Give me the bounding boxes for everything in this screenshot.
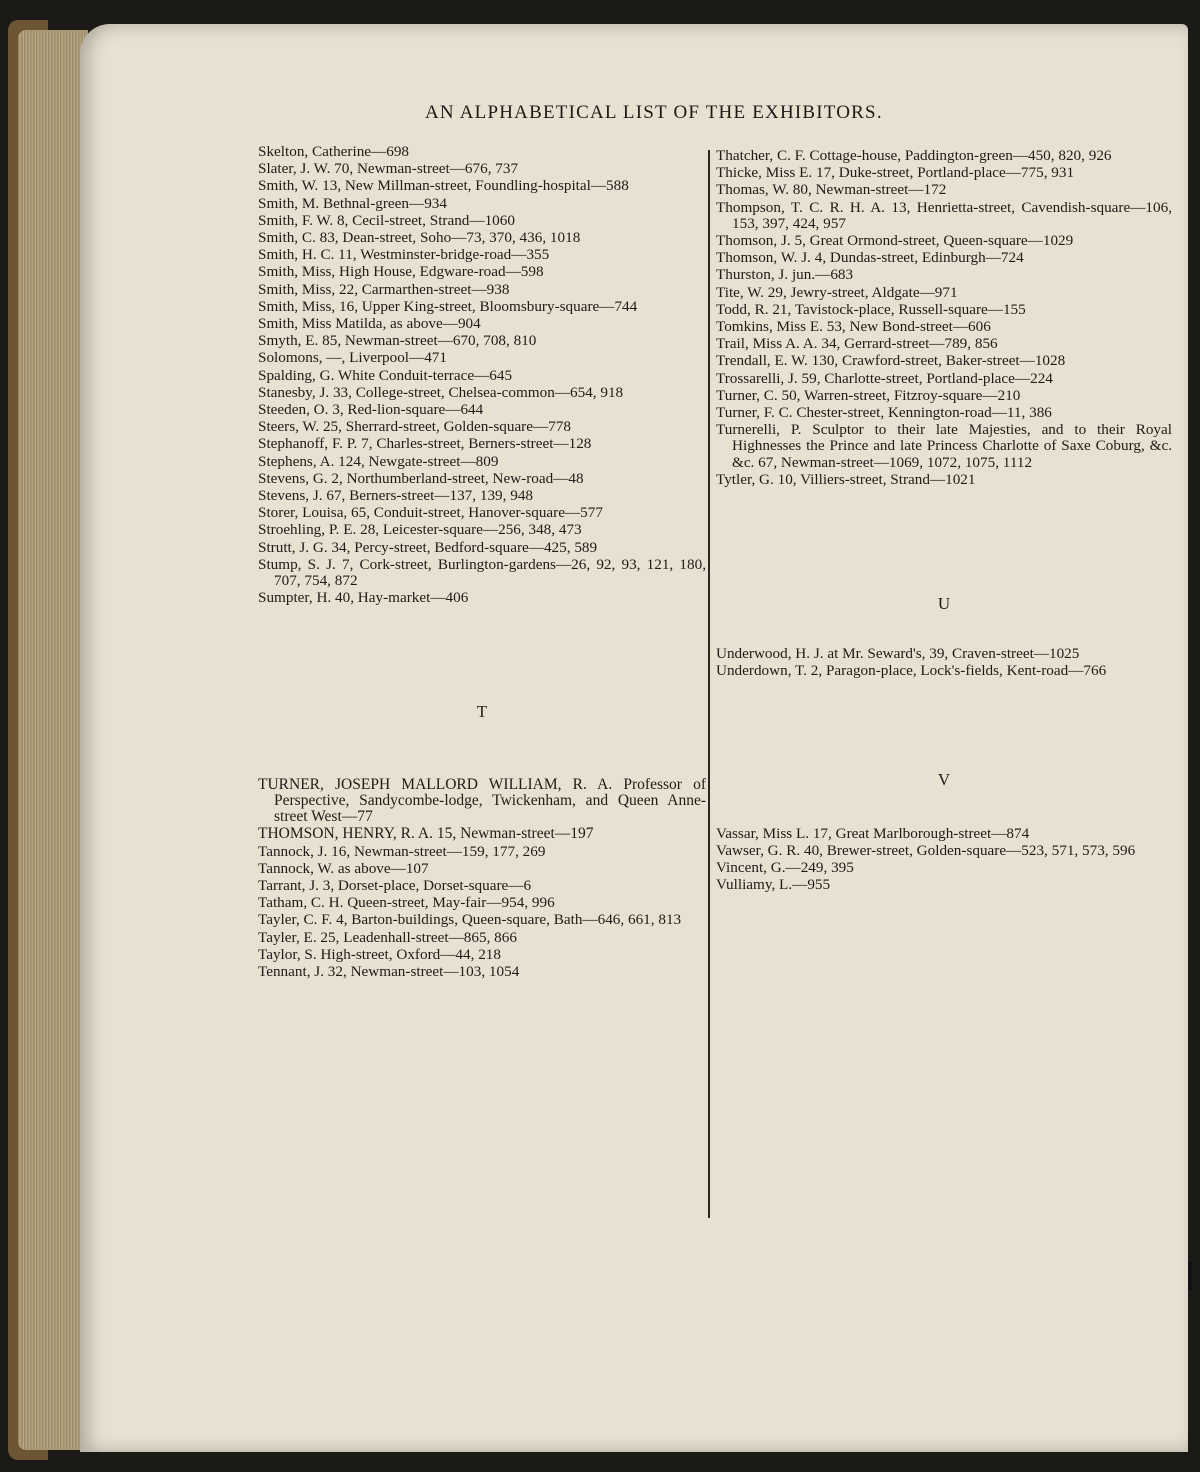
list-item: Smith, C. 83, Dean-street, Soho—73, 370, 436, 1018 bbox=[258, 229, 581, 247]
list-item: Stanesby, J. 33, College-street, Chelsea-common—654, 918 bbox=[258, 383, 624, 401]
list-item: Vincent, G.—249, 395 bbox=[716, 859, 854, 877]
list-item: Thompson, T. C. R. H. A. 13, Henrietta-street, Cavendish-square—106, 153, 397, 424, 957 bbox=[716, 198, 1172, 232]
list-item: Slater, J. W. 70, Newman-street—676, 737 bbox=[258, 160, 519, 178]
list-item: Stevens, J. 67, Berners-street—137, 139, 948 bbox=[258, 487, 534, 505]
list-item: Tayler, E. 25, Leadenhall-street—865, 866 bbox=[258, 928, 517, 946]
entries-t-continued bbox=[716, 148, 1172, 488]
list-item: Todd, R. 21, Tavistock-place, Russell-square—155 bbox=[716, 300, 1026, 318]
list-item: Trendall, E. W. 130, Crawford-street, Baker-street—1028 bbox=[716, 352, 1066, 370]
list-item: Tannock, W. as above—107 bbox=[258, 859, 429, 877]
list-item: Thicke, Miss E. 17, Duke-street, Portland-place—775, 931 bbox=[716, 164, 1075, 182]
list-item: THOMSON, HENRY, R. A. 15, Newman-street—197 bbox=[258, 825, 594, 843]
list-item: Tannock, J. 16, Newman-street—159, 177, 269 bbox=[258, 842, 546, 860]
list-item: Tytler, G. 10, Villiers-street, Strand—1021 bbox=[716, 470, 976, 488]
list-item: Steeden, O. 3, Red-lion-square—644 bbox=[258, 401, 484, 419]
entries-v bbox=[716, 826, 1172, 894]
list-item: Spalding, G. White Conduit-terrace—645 bbox=[258, 366, 513, 384]
entries-s bbox=[258, 144, 706, 606]
list-item: Vawser, G. R. 40, Brewer-street, Golden-square—523, 571, 573, 596 bbox=[716, 842, 1136, 860]
list-item: Smith, M. Bethnal-green—934 bbox=[258, 194, 447, 212]
list-item: Underdown, T. 2, Paragon-place, Lock's-fields, Kent-road—766 bbox=[716, 662, 1107, 680]
list-item: Vassar, Miss L. 17, Great Marlborough-street—874 bbox=[716, 824, 1030, 842]
column-divider bbox=[708, 150, 710, 1218]
list-item: Thurston, J. jun.—683 bbox=[716, 266, 854, 284]
list-item: Tarrant, J. 3, Dorset-place, Dorset-square—6 bbox=[258, 876, 532, 894]
list-item: Thatcher, C. F. Cottage-house, Paddington-green—450, 820, 926 bbox=[716, 147, 1112, 164]
page-title: AN ALPHABETICAL LIST OF THE EXHIBITORS. bbox=[425, 102, 883, 123]
list-item: Smith, Miss Matilda, as above—904 bbox=[258, 315, 481, 333]
list-item: Tite, W. 29, Jewry-street, Aldgate—971 bbox=[716, 283, 958, 301]
list-item: Turnerelli, P. Sculptor to their late Majesties, and to their Royal Highnesses the Prince and late Princess Charlotte of Saxe Coburg, &c. &c. 67, Newman-street—1069, 1072, 1075, 1112 bbox=[716, 421, 1172, 471]
list-item: Solomons, —, Liverpool—471 bbox=[258, 349, 447, 367]
list-item: Stephanoff, F. P. 7, Charles-street, Berners-street—128 bbox=[258, 435, 592, 453]
list-item: Smith, Miss, 16, Upper King-street, Bloomsbury-square—744 bbox=[258, 297, 638, 315]
list-item: Skelton, Catherine—698 bbox=[258, 143, 410, 160]
list-item: Smith, H. C. 11, Westminster-bridge-road—355 bbox=[258, 246, 550, 264]
list-item: Thomson, J. 5, Great Ormond-street, Queen-square—1029 bbox=[716, 232, 1074, 250]
list-item: Smith, Miss, High House, Edgware-road—598 bbox=[258, 263, 544, 281]
entries-t bbox=[258, 777, 706, 980]
section-letter-v: V bbox=[937, 769, 951, 789]
section-letter-u: U bbox=[937, 594, 951, 614]
list-item: Sumpter, H. 40, Hay-market—406 bbox=[258, 589, 469, 607]
list-item: Stephens, A. 124, Newgate-street—809 bbox=[258, 452, 499, 470]
list-item: Smyth, E. 85, Newman-street—670, 708, 810 bbox=[258, 332, 537, 350]
left-column bbox=[258, 144, 706, 981]
list-item: Turner, C. 50, Warren-street, Fitzroy-square—210 bbox=[716, 386, 1021, 404]
right-column bbox=[716, 148, 1172, 895]
list-item: TURNER, JOSEPH MALLORD WILLIAM, R. A. Professor of Perspective, Sandycombe-lodge, Twickenham, and Queen Anne-street West—77 bbox=[258, 775, 706, 826]
list-item: Thomson, W. J. 4, Dundas-street, Edinburgh—724 bbox=[716, 249, 1024, 267]
section-letter-t: T bbox=[476, 702, 488, 722]
list-item: Thomas, W. 80, Newman-street—172 bbox=[716, 181, 947, 199]
list-item: Stevens, G. 2, Northumberland-street, New-road—48 bbox=[258, 469, 584, 487]
list-item: Tomkins, Miss E. 53, New Bond-street—606 bbox=[716, 318, 991, 336]
list-item: Strutt, J. G. 34, Percy-street, Bedford-square—425, 589 bbox=[258, 538, 598, 556]
list-item: Underwood, H. J. at Mr. Seward's, 39, Craven-street—1025 bbox=[716, 645, 1080, 663]
list-item: Tatham, C. H. Queen-street, May-fair—954, 996 bbox=[258, 894, 555, 912]
list-item: Steers, W. 25, Sherrard-street, Golden-square—778 bbox=[258, 418, 571, 436]
list-item: Smith, Miss, 22, Carmarthen-street—938 bbox=[258, 280, 510, 298]
list-item: Tennant, J. 32, Newman-street—103, 1054 bbox=[258, 962, 520, 980]
list-item: Taylor, S. High-street, Oxford—44, 218 bbox=[258, 945, 501, 963]
list-item: Turner, F. C. Chester-street, Kennington-road—11, 386 bbox=[716, 404, 1052, 422]
list-item: Vulliamy, L.—955 bbox=[716, 876, 831, 894]
list-item: Smith, W. 13, New Millman-street, Foundling-hospital—588 bbox=[258, 177, 629, 195]
list-item: Smith, F. W. 8, Cecil-street, Strand—1060 bbox=[258, 211, 515, 229]
list-item: Stroehling, P. E. 28, Leicester-square—256, 348, 473 bbox=[258, 521, 582, 539]
edge-mark bbox=[1188, 1262, 1192, 1290]
list-item: Tayler, C. F. 4, Barton-buildings, Queen-square, Bath—646, 661, 813 bbox=[258, 911, 682, 929]
list-item: Trossarelli, J. 59, Charlotte-street, Portland-place—224 bbox=[716, 369, 1053, 387]
list-item: Stump, S. J. 7, Cork-street, Burlington-gardens—26, 92, 93, 121, 180, 707, 754, 872 bbox=[258, 555, 706, 590]
entries-u bbox=[716, 646, 1172, 679]
list-item: Trail, Miss A. A. 34, Gerrard-street—789, 856 bbox=[716, 335, 998, 353]
list-item: Storer, Louisa, 65, Conduit-street, Hanover-square—577 bbox=[258, 504, 603, 522]
page-edges bbox=[18, 30, 88, 1450]
